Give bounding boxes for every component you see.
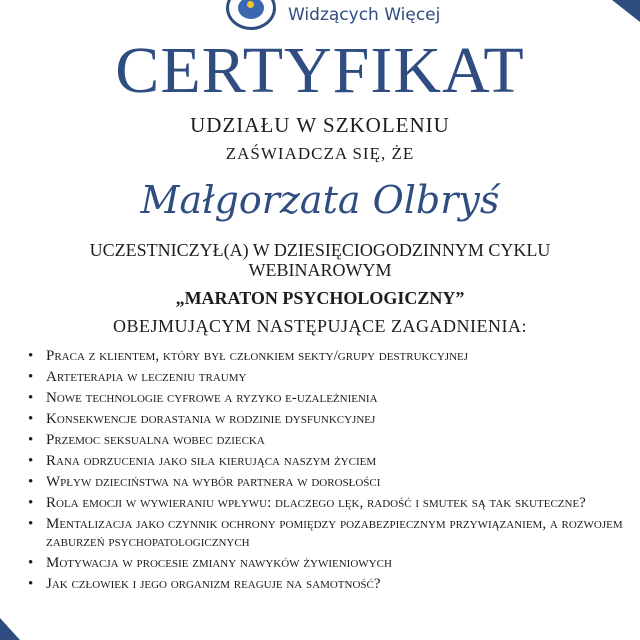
list-item: • Przemoc seksualna wobec dziecka	[28, 431, 628, 449]
list-item: • Konsekwencje dorastania w rodzinie dysfunkcyjnej	[28, 410, 628, 428]
corner-decoration-top-right	[612, 0, 640, 22]
list-item: • Praca z klientem, który był członkiem sekty/grupy destrukcyjnej	[28, 347, 628, 365]
list-item: • Motywacja w procesie zmiany nawyków żywieniowych	[28, 554, 628, 572]
course-name: „MARATON PSYCHOLOGICZNY”	[175, 288, 465, 308]
participant-name: Małgorzata Olbryś	[140, 178, 500, 222]
list-item: • Rola emocji w wywieraniu wpływu: dlaczego lęk, radość i smutek są tak skuteczne?	[28, 494, 628, 512]
participation-text: UCZESTNICZYŁ(A) W DZIESIĘCIOGODZINNYM CYKLU WEBINAROWYM	[89, 240, 551, 280]
list-item: • Arteterapia w leczeniu traumy	[28, 368, 628, 386]
logo	[226, 0, 440, 30]
flower-logo-icon	[226, 0, 276, 30]
logo-text: Widzących Więcej	[288, 5, 441, 25]
list-item: • Rana odrzucenia jako siła kierująca naszym życiem	[28, 452, 628, 470]
certificate-title: CERTYFIKAT	[115, 34, 525, 107]
topics-list	[28, 347, 628, 596]
corner-decoration-bottom-left	[0, 618, 20, 640]
certificate-subtitle: UDZIAŁU W SZKOLENIU	[190, 113, 450, 137]
topics-heading: OBEJMUJĄCYM NASTĘPUJĄCE ZAGADNIENIA:	[112, 316, 527, 336]
list-item: • Nowe technologie cyfrowe a ryzyko e-uzależnienia	[28, 389, 628, 407]
certifies-text: ZAŚWIADCZA SIĘ, ŻE	[225, 144, 415, 163]
list-item: • Mentalizacja jako czynnik ochrony pomiędzy pozabezpiecznym przywiązaniem, a rozwojem zaburzeń psychopatologicznych	[28, 515, 628, 551]
list-item: • Wpływ dzieciństwa na wybór partnera w dorosłości	[28, 473, 628, 491]
list-item: • Jak człowiek i jego organizm reaguje na samotność?	[28, 575, 628, 593]
